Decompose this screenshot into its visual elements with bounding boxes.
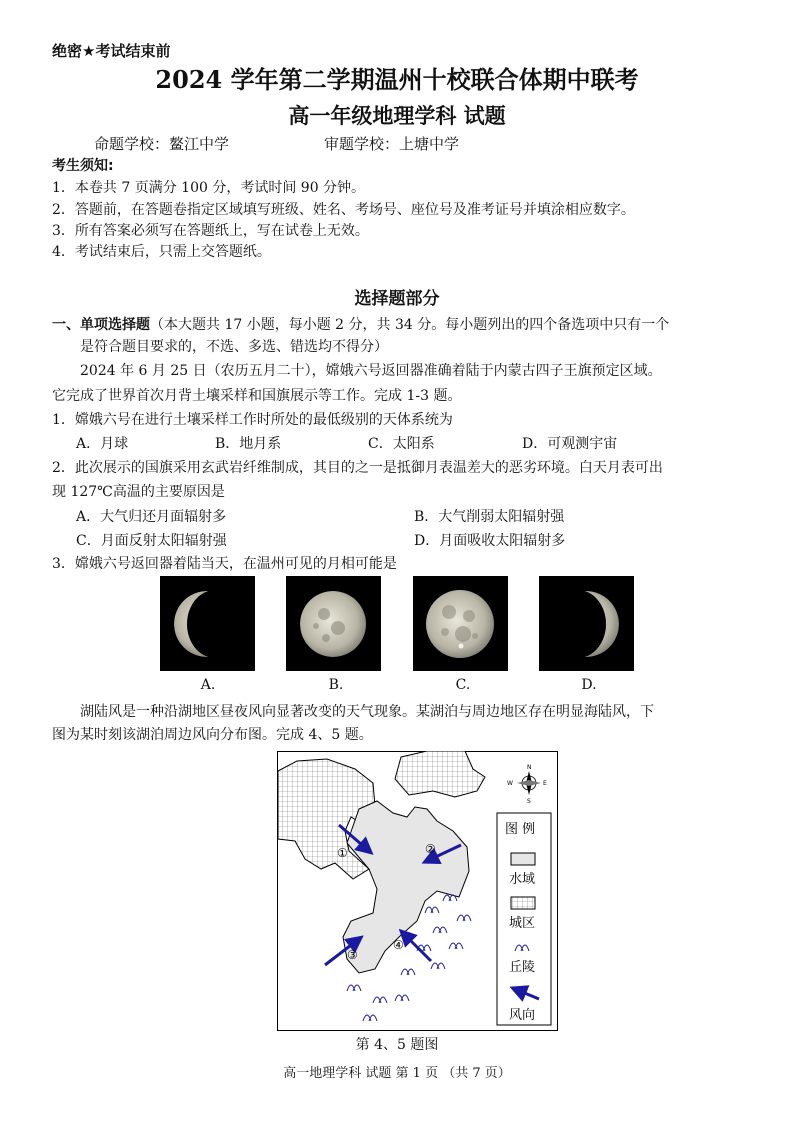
marker-4: ④ [393, 938, 404, 952]
marker-2: ② [425, 842, 436, 856]
notice-heading: 考生须知: [52, 158, 114, 174]
setter-school: 命题学校：鳌江中学 [94, 135, 230, 153]
q2-option-c: C．月面反射太阳辐射强 [76, 533, 227, 549]
svg-text:W: W [507, 780, 513, 787]
lake-wind-map [277, 751, 558, 1031]
question-2-stem-line2: 现 127℃高温的主要原因是 [52, 484, 225, 500]
moon-label-d: D. [581, 677, 597, 693]
moon-label-c: C. [455, 677, 471, 693]
part1-heading: 一、单项选择题 [52, 317, 150, 333]
passage2-line1: 湖陆风是一种沿湖地区昼夜风向显著改变的天气现象。某湖泊与周边地区存在明显海陆风，下 [80, 704, 654, 720]
passage2-line2: 图为某时刻该湖泊周边风向分布图。完成 4、5 题。 [52, 727, 373, 743]
question-3-stem: 3．嫦娥六号返回器着陆当天，在温州可见的月相可能是 [52, 556, 397, 572]
q1-option-a: A．月球 [76, 436, 129, 452]
legend-water: 水域 [509, 872, 536, 887]
legend-hill: 丘陵 [509, 960, 536, 975]
svg-text:S: S [527, 798, 531, 805]
svg-text:E: E [543, 780, 547, 787]
passage1-line2: 它完成了世界首次月背土壤采样和国旗展示等工作。完成 1-3 题。 [52, 388, 462, 404]
legend-wind: 风向 [509, 1008, 536, 1023]
notice-item: 4．考试结束后，只需上交答题纸。 [52, 244, 271, 260]
moon-phase-b-image [286, 576, 381, 671]
moon-label-b: B. [328, 677, 344, 693]
map-legend [497, 813, 551, 1025]
notice-item: 2．答题前，在答题卷指定区域填写班级、姓名、考场号、座位号及准考证号并填涂相应数字。 [52, 202, 635, 218]
moon-phase-a-image [160, 576, 255, 671]
q1-option-b: B．地月系 [215, 436, 282, 452]
passage1-line1: 2024 年 6 月 25 日（农历五月二十），嫦娥六号返回器准确着陆于内蒙古四子王旗预定区域。 [80, 363, 662, 379]
notice-item: 1．本卷共 7 页满分 100 分，考试时间 90 分钟。 [52, 180, 366, 196]
part1-instructions-line2: 是符合题目要求的，不选、多选、错选均不得分） [80, 339, 388, 355]
legend-city: 城区 [509, 916, 536, 931]
q1-option-d: D．可观测宇宙 [522, 436, 618, 452]
page-footer: 高一地理学科 试题 第 1 页 （共 7 页） [283, 1066, 511, 1081]
question-2-stem-line1: 2．此次展示的国旗采用玄武岩纤维制成，其目的之一是抵御月表温差大的恶劣环境。白天月表可出 [52, 460, 663, 476]
question-1-stem: 1．嫦娥六号在进行土壤采样工作时所处的最低级别的天体系统为 [52, 412, 453, 428]
notice-item: 3．所有答案必须写在答题纸上，写在试卷上无效。 [52, 223, 369, 239]
moon-phase-c-image [413, 576, 508, 671]
part1-instructions-line1: （本大题共 17 小题，每小题 2 分，共 34 分。每小题列出的四个备选项中只有一个 [150, 317, 670, 333]
moon-phase-d-image [539, 576, 634, 671]
section-title: 选择题部分 [354, 289, 440, 309]
q1-option-c: C．太阳系 [368, 436, 435, 452]
figure-caption: 第 4、5 题图 [355, 1037, 439, 1053]
part1-instructions [52, 314, 669, 334]
reviewer-school: 审题学校：上塘中学 [324, 135, 460, 153]
q2-option-b: B．大气削弱太阳辐射强 [414, 509, 565, 525]
exam-subtitle: 高一年级地理学科 试题 [288, 103, 506, 128]
moon-label-a: A. [200, 677, 216, 693]
marker-3: ③ [347, 948, 358, 962]
confidential-mark: 绝密★考试结束前 [52, 42, 171, 60]
q2-option-a: A．大气归还月面辐射多 [76, 509, 227, 525]
exam-title: 2024 学年第二学期温州十校联合体期中联考 [155, 65, 639, 94]
q2-option-d: D．月面吸收太阳辐射多 [414, 533, 566, 549]
legend-title: 图 例 [505, 822, 536, 837]
marker-1: ① [337, 846, 348, 860]
svg-text:N: N [527, 764, 532, 771]
